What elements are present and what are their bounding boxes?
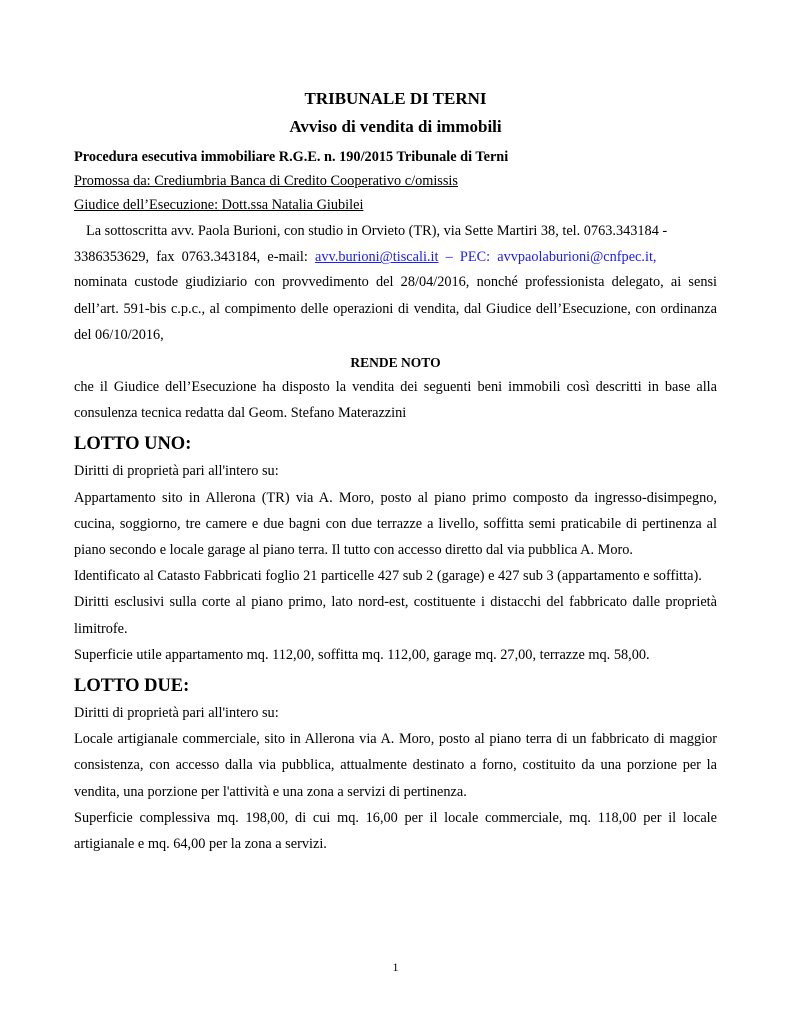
lotto-uno-diritti: Diritti di proprietà pari all'intero su:: [74, 463, 279, 480]
pec-address: – PEC: avvpaolaburioni@cnfpec.it,: [438, 249, 657, 266]
lotto-uno-superficie: Superficie utile appartamento mq. 112,00, soffitta mq. 112,00, garage mq. 27,00, terrazze mq. 58,00.: [74, 646, 650, 663]
lotto-due-descrizione: Locale artigianale commerciale, sito in Allerona via A. Moro, posto al piano terra di un fabbricato di maggior consistenza, con accesso dalla via pubblica, attualmente destinato a forno, costituito da una porzione per la vendita, una porzione per l'attività e una zona a servizi di pertinenza.: [74, 731, 717, 800]
lotto-due-superficie: Superficie complessiva mq. 198,00, di cui mq. 16,00 per il locale commerciale, mq. 118,00 per il locale artigianale e mq. 64,00 per la zona a servizi.: [74, 809, 717, 853]
rende-noto-heading: RENDE NOTO: [350, 355, 441, 371]
intro-paragraph: [74, 218, 717, 270]
intro-line-2-prefix: 3386353629, fax 0763.343184, e-mail:: [74, 249, 316, 266]
judge-line: Giudice dell’Esecuzione: Dott.ssa Natalia Giubilei: [74, 197, 364, 213]
lotto-uno-heading: LOTTO UNO:: [74, 434, 192, 455]
lotto-uno-catasto: Identificato al Catasto Fabbricati foglio 21 particelle 427 sub 2 (garage) e 427 sub 3 (appartamento e soffitta).: [74, 568, 702, 585]
lotto-uno-descrizione: Appartamento sito in Allerona (TR) via A. Moro, posto al piano primo composto da ingresso-disimpegno, cucina, soggiorno, tre camere e due bagni con due terrazze a livello, soffitta semi praticabile di pertinenza al piano secondo e locale garage al piano terra. Il tutto con accesso diretto dal via pubblica A. Moro.: [74, 489, 717, 559]
document-page: [74, 88, 717, 857]
intro-rest: nominata custode giudiziario con provvedimento del 28/04/2016, nonché professionista delegato, ai sensi dell’art. 591-bis c.p.c., al compimento delle operazioni di vendita, dal Giudice dell’Esecuzione, con ordinanza del 06/10/2016,: [74, 274, 717, 343]
procedure-line: Procedura esecutiva immobiliare R.G.E. n. 190/2015 Tribunale di Terni: [74, 149, 509, 165]
intro-line-1: La sottoscritta avv. Paola Burioni, con studio in Orvieto (TR), via Sette Martiri 38, tel. 0763.343184 -: [86, 223, 668, 239]
lotto-due-diritti: Diritti di proprietà pari all'intero su:: [74, 705, 279, 722]
page-number: 1: [392, 960, 399, 974]
disposto-paragraph: che il Giudice dell’Esecuzione ha disposto la vendita dei seguenti beni immobili così descritti in base alla consulenza tecnica redatta dal Geom. Stefano Materazzini: [74, 379, 717, 422]
promoter-line: Promossa da: Crediumbria Banca di Credito Cooperativo c/omissis: [74, 173, 458, 189]
court-title: TRIBUNALE DI TERNI: [304, 89, 487, 108]
email-link[interactable]: avv.burioni@tiscali.it: [315, 249, 439, 266]
lotto-due-heading: LOTTO DUE:: [74, 676, 190, 697]
notice-subtitle: Avviso di vendita di immobili: [289, 117, 502, 136]
lotto-uno-esclusivi: Diritti esclusivi sulla corte al piano primo, lato nord-est, costituente i distacchi del fabbricato dalle proprietà limitrofe.: [74, 594, 717, 637]
